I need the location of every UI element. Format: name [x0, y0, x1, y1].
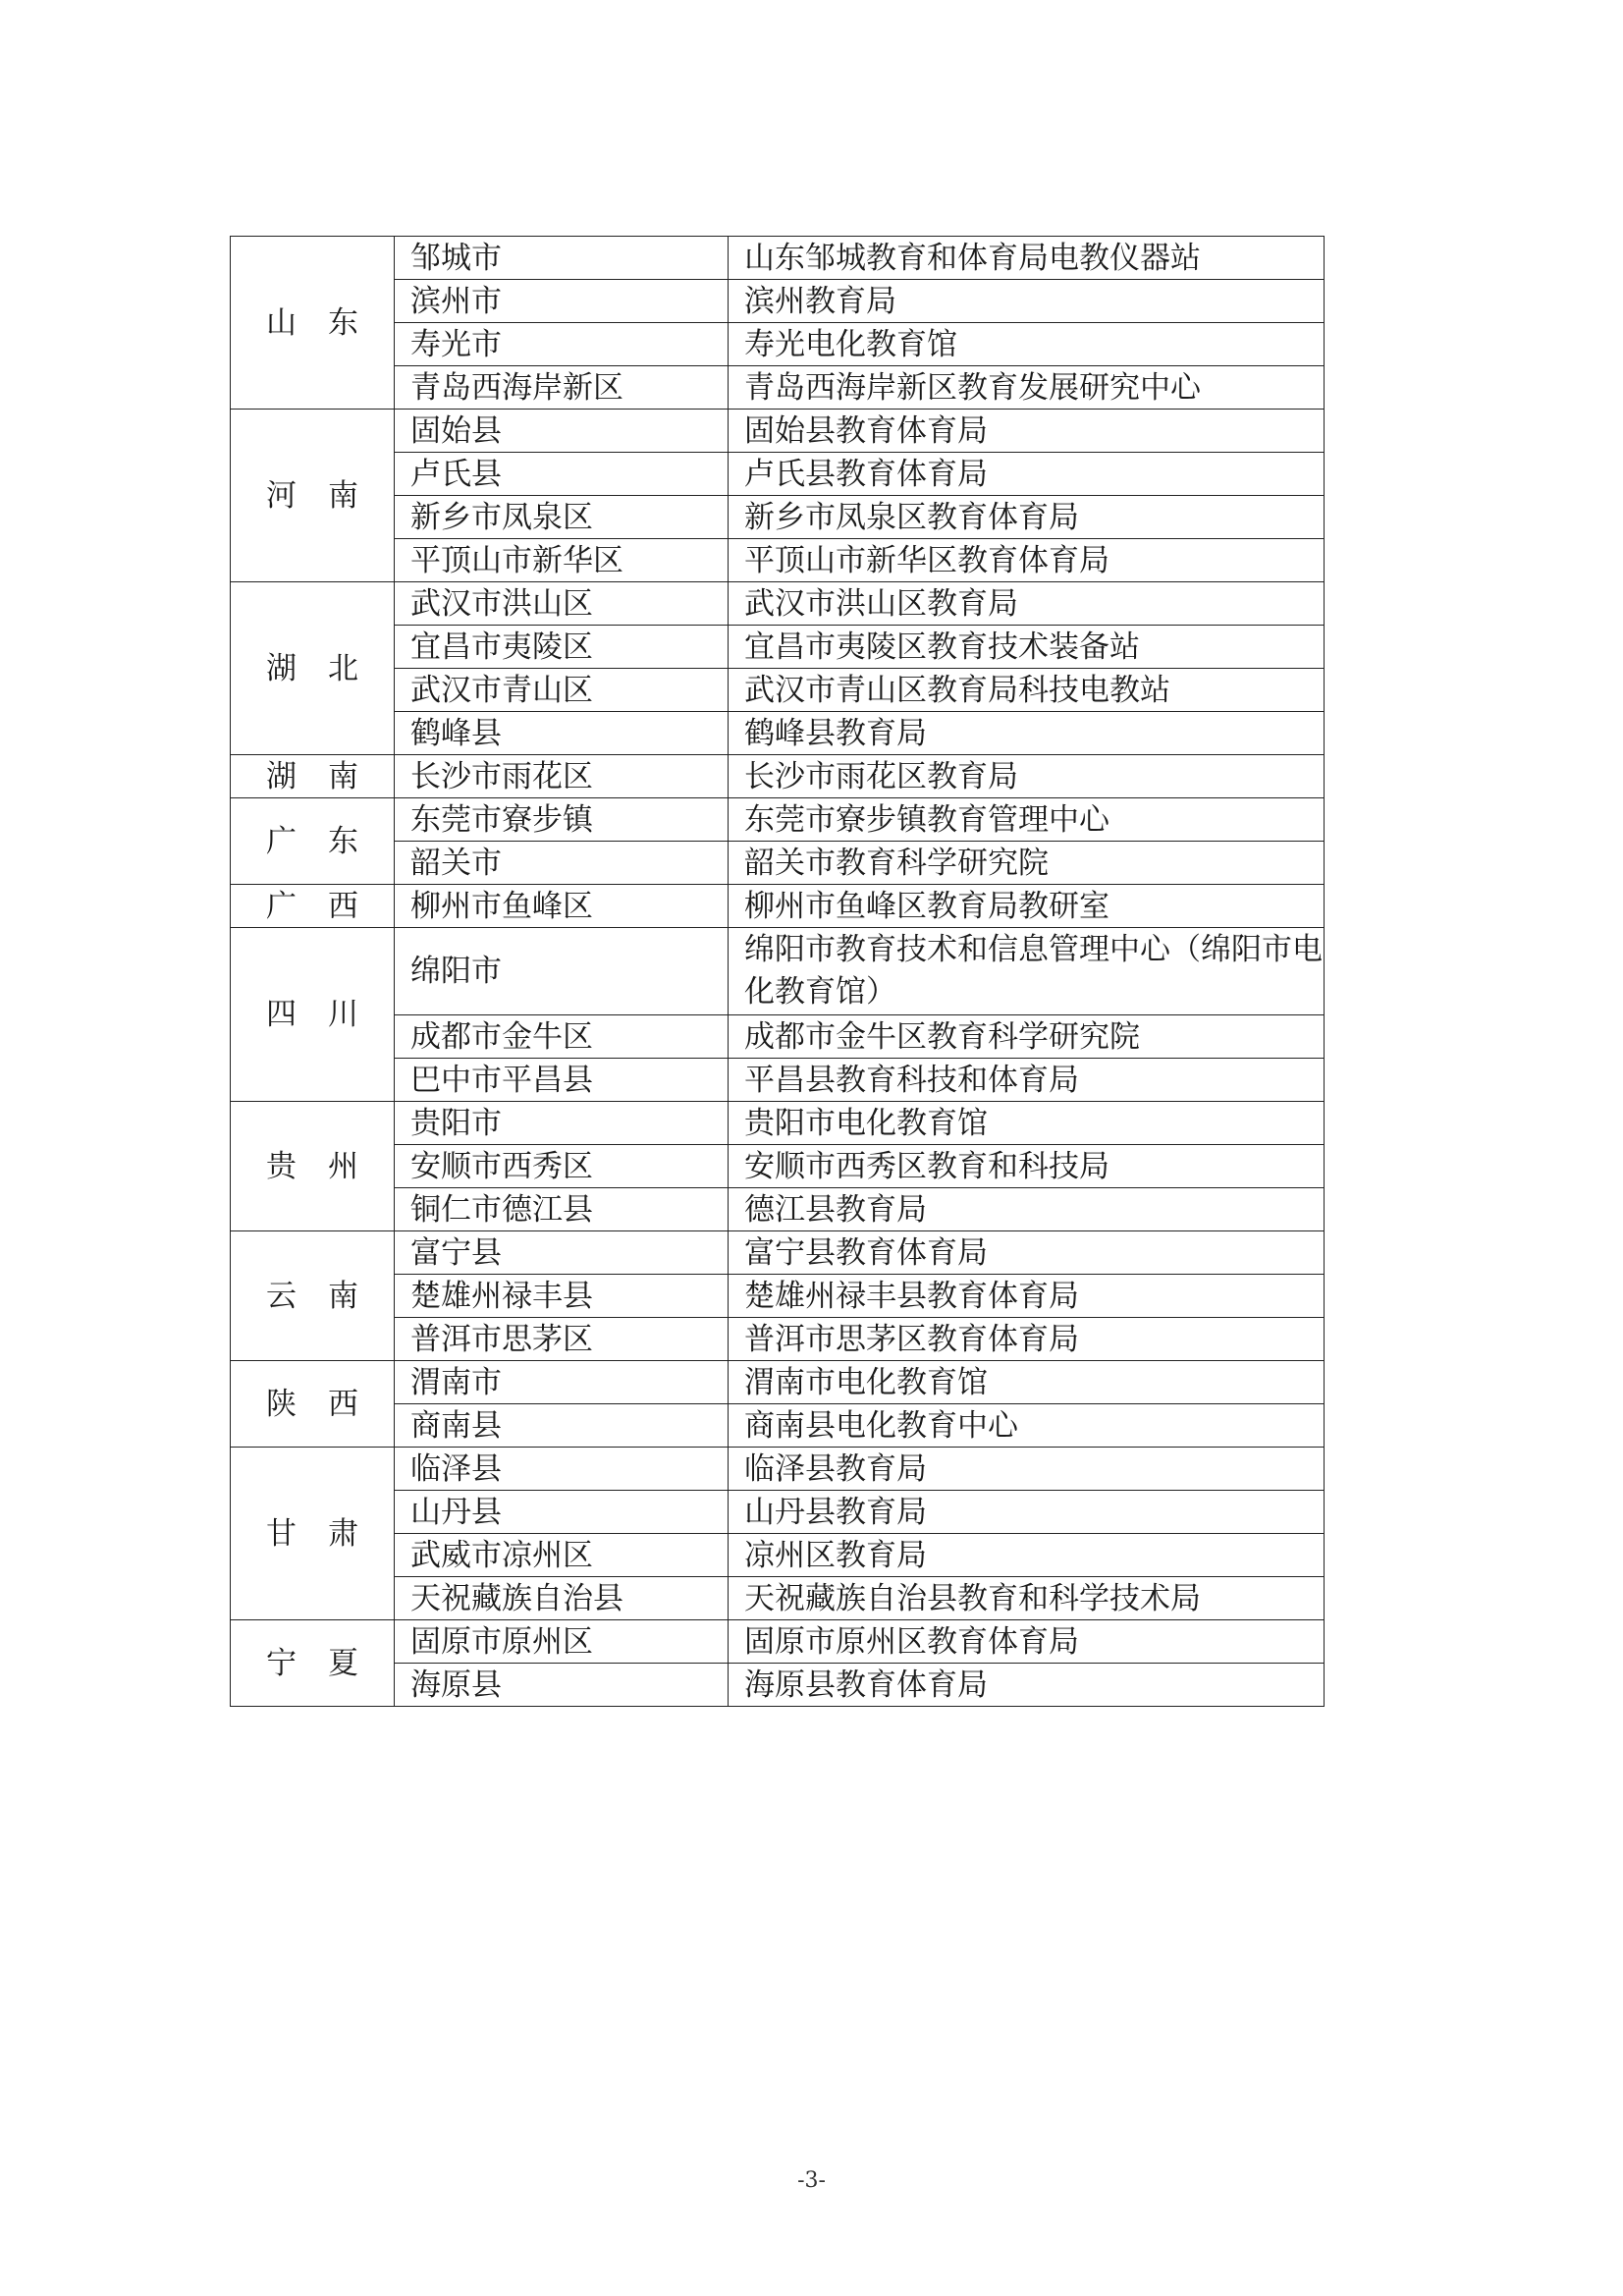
- organization-cell: 绵阳市教育技术和信息管理中心（绵阳市电化教育馆）: [729, 928, 1325, 1015]
- organization-cell: 滨州教育局: [729, 280, 1325, 323]
- organization-cell: 韶关市教育科学研究院: [729, 842, 1325, 885]
- province-cell: 云南: [231, 1231, 395, 1361]
- organization-cell: 卢氏县教育体育局: [729, 453, 1325, 496]
- region-cell: 固始县: [395, 410, 729, 453]
- region-cell: 卢氏县: [395, 453, 729, 496]
- region-cell: 天祝藏族自治县: [395, 1577, 729, 1620]
- organization-cell: 天祝藏族自治县教育和科学技术局: [729, 1577, 1325, 1620]
- region-cell: 贵阳市: [395, 1102, 729, 1145]
- table-row: [231, 1145, 1325, 1188]
- table-row: [231, 885, 1325, 928]
- table-row: [231, 582, 1325, 626]
- table-row: [231, 1491, 1325, 1534]
- region-cell: 临泽县: [395, 1448, 729, 1491]
- organization-cell: 海原县教育体育局: [729, 1664, 1325, 1707]
- province-cell: 四川: [231, 928, 395, 1102]
- table-row: [231, 1059, 1325, 1102]
- region-cell: 宜昌市夷陵区: [395, 626, 729, 669]
- table-row: [231, 755, 1325, 798]
- table-row: [231, 1015, 1325, 1059]
- organization-cell: 鹤峰县教育局: [729, 712, 1325, 755]
- organization-cell: 安顺市西秀区教育和科技局: [729, 1145, 1325, 1188]
- province-cell: 湖北: [231, 582, 395, 755]
- province-cell: 广西: [231, 885, 395, 928]
- organization-cell: 固始县教育体育局: [729, 410, 1325, 453]
- region-cell: 武汉市洪山区: [395, 582, 729, 626]
- region-cell: 鹤峰县: [395, 712, 729, 755]
- region-cell: 巴中市平昌县: [395, 1059, 729, 1102]
- organization-cell: 固原市原州区教育体育局: [729, 1620, 1325, 1664]
- organization-cell: 平昌县教育科技和体育局: [729, 1059, 1325, 1102]
- table-row: [231, 1318, 1325, 1361]
- province-cell: 山东: [231, 237, 395, 410]
- organization-cell: 武汉市洪山区教育局: [729, 582, 1325, 626]
- organization-cell: 山丹县教育局: [729, 1491, 1325, 1534]
- region-cell: 固原市原州区: [395, 1620, 729, 1664]
- organization-cell: 东莞市寮步镇教育管理中心: [729, 798, 1325, 842]
- province-cell: 宁夏: [231, 1620, 395, 1707]
- region-cell: 东莞市寮步镇: [395, 798, 729, 842]
- province-cell: 甘肃: [231, 1448, 395, 1620]
- table-row: [231, 280, 1325, 323]
- table-row: [231, 1534, 1325, 1577]
- table-row: [231, 712, 1325, 755]
- region-cell: 邹城市: [395, 237, 729, 280]
- region-cell: 富宁县: [395, 1231, 729, 1275]
- table-row: [231, 366, 1325, 410]
- region-cell: 青岛西海岸新区: [395, 366, 729, 410]
- table-row: [231, 539, 1325, 582]
- table-row: [231, 669, 1325, 712]
- region-cell: 韶关市: [395, 842, 729, 885]
- region-cell: 平顶山市新华区: [395, 539, 729, 582]
- organization-cell: 凉州区教育局: [729, 1534, 1325, 1577]
- table-row: [231, 626, 1325, 669]
- organization-cell: 平顶山市新华区教育体育局: [729, 539, 1325, 582]
- table-row: [231, 1577, 1325, 1620]
- table-row: [231, 323, 1325, 366]
- page-number: -3-: [797, 2168, 826, 2193]
- organization-cell: 武汉市青山区教育局科技电教站: [729, 669, 1325, 712]
- table-row: [231, 1664, 1325, 1707]
- region-cell: 楚雄州禄丰县: [395, 1275, 729, 1318]
- table-row: [231, 1102, 1325, 1145]
- table-row: [231, 842, 1325, 885]
- region-cell: 新乡市凤泉区: [395, 496, 729, 539]
- organization-cell: 临泽县教育局: [729, 1448, 1325, 1491]
- province-cell: 湖南: [231, 755, 395, 798]
- region-cell: 滨州市: [395, 280, 729, 323]
- organization-cell: 德江县教育局: [729, 1188, 1325, 1231]
- table-row: [231, 1404, 1325, 1448]
- region-cell: 寿光市: [395, 323, 729, 366]
- table-row: [231, 1448, 1325, 1491]
- table-row: [231, 1275, 1325, 1318]
- table-row: [231, 496, 1325, 539]
- region-cell: 武汉市青山区: [395, 669, 729, 712]
- organization-cell: 新乡市凤泉区教育体育局: [729, 496, 1325, 539]
- organization-cell: 普洱市思茅区教育体育局: [729, 1318, 1325, 1361]
- organization-cell: 柳州市鱼峰区教育局教研室: [729, 885, 1325, 928]
- region-cell: 柳州市鱼峰区: [395, 885, 729, 928]
- table-row: [231, 1620, 1325, 1664]
- region-cell: 绵阳市: [395, 928, 729, 1015]
- table-row: [231, 798, 1325, 842]
- organization-cell: 贵阳市电化教育馆: [729, 1102, 1325, 1145]
- table-row: [231, 453, 1325, 496]
- region-cell: 成都市金牛区: [395, 1015, 729, 1059]
- region-cell: 山丹县: [395, 1491, 729, 1534]
- table-row: [231, 1231, 1325, 1275]
- region-cell: 普洱市思茅区: [395, 1318, 729, 1361]
- organization-cell: 成都市金牛区教育科学研究院: [729, 1015, 1325, 1059]
- table-body: [231, 237, 1325, 1707]
- table-row: [231, 1361, 1325, 1404]
- organization-cell: 楚雄州禄丰县教育体育局: [729, 1275, 1325, 1318]
- province-cell: 广东: [231, 798, 395, 885]
- region-cell: 渭南市: [395, 1361, 729, 1404]
- organization-cell: 长沙市雨花区教育局: [729, 755, 1325, 798]
- province-cell: 陕西: [231, 1361, 395, 1448]
- table-row: [231, 410, 1325, 453]
- region-cell: 商南县: [395, 1404, 729, 1448]
- organization-cell: 渭南市电化教育馆: [729, 1361, 1325, 1404]
- region-cell: 长沙市雨花区: [395, 755, 729, 798]
- organization-cell: 寿光电化教育馆: [729, 323, 1325, 366]
- organization-cell: 商南县电化教育中心: [729, 1404, 1325, 1448]
- province-cell: 河南: [231, 410, 395, 582]
- province-cell: 贵州: [231, 1102, 395, 1231]
- region-cell: 武威市凉州区: [395, 1534, 729, 1577]
- organization-cell: 宜昌市夷陵区教育技术装备站: [729, 626, 1325, 669]
- table-row: [231, 237, 1325, 280]
- table-row: [231, 928, 1325, 1015]
- table-row: [231, 1188, 1325, 1231]
- organization-cell: 青岛西海岸新区教育发展研究中心: [729, 366, 1325, 410]
- organization-table: [230, 236, 1325, 1707]
- region-cell: 海原县: [395, 1664, 729, 1707]
- organization-cell: 富宁县教育体育局: [729, 1231, 1325, 1275]
- region-cell: 安顺市西秀区: [395, 1145, 729, 1188]
- region-cell: 铜仁市德江县: [395, 1188, 729, 1231]
- organization-cell: 山东邹城教育和体育局电教仪器站: [729, 237, 1325, 280]
